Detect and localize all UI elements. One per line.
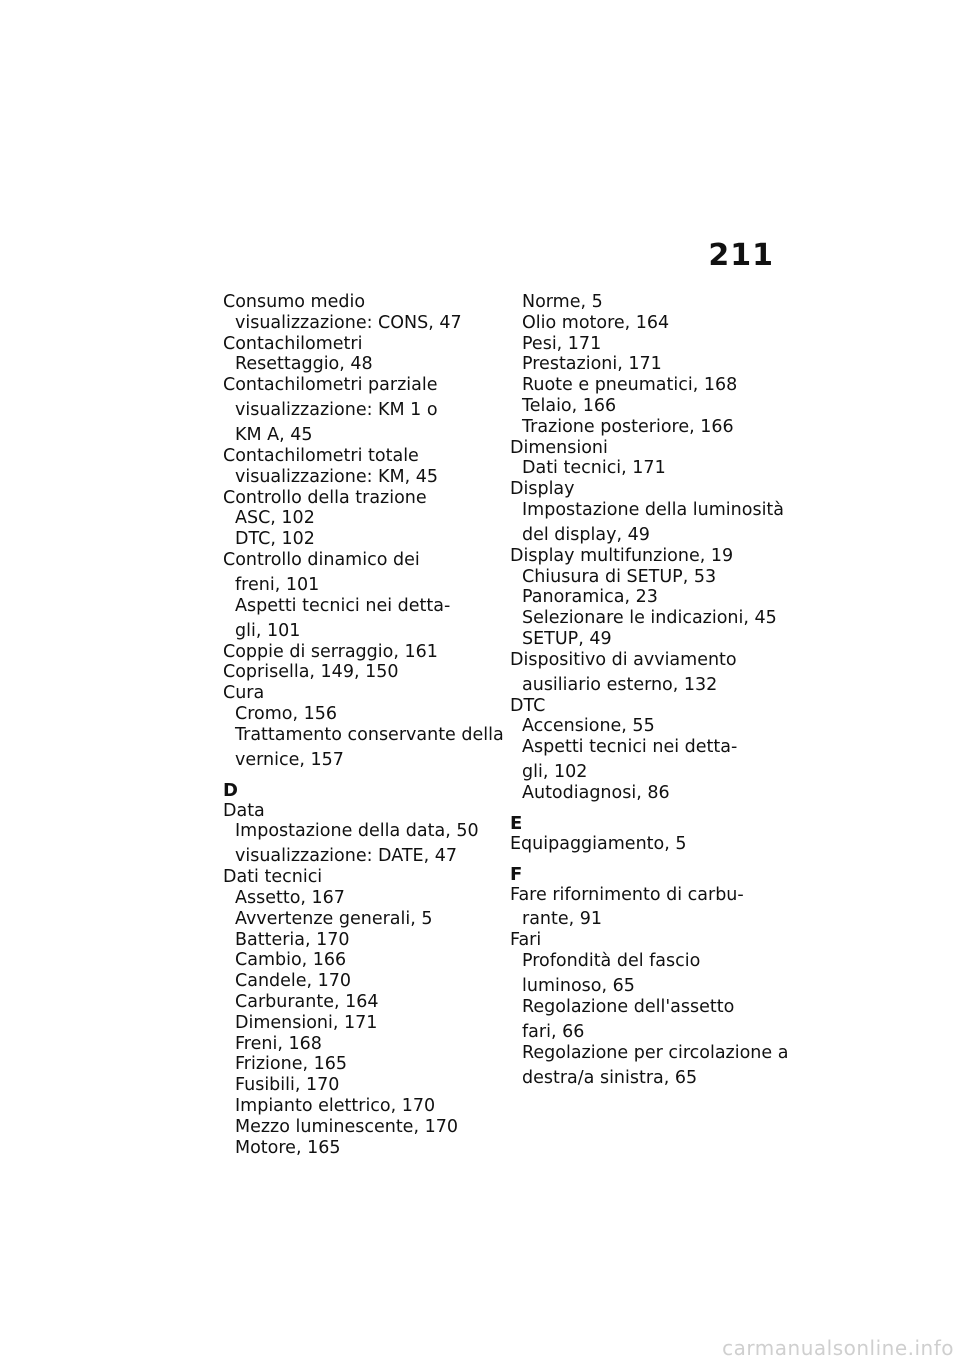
index-section-letter: E [510,812,523,834]
index-subentry: Aspetti tecnici nei detta- [522,737,738,758]
index-subentry: Trazione posteriore, 166 [522,416,734,437]
index-subentry: Panoramica, 23 [522,587,658,608]
index-subentry: Motore, 165 [235,1137,341,1158]
index-subentry: KM A, 45 [235,424,313,445]
index-subentry: Resettaggio, 48 [235,354,373,375]
index-subentry: del display, 49 [522,524,650,545]
index-subentry: freni, 101 [235,574,320,595]
index-subentry: Aspetti tecnici nei detta- [235,595,451,616]
index-column-left [223,292,513,1158]
index-subentry: Olio motore, 164 [522,312,670,333]
index-subentry: Ruote e pneumatici, 168 [522,375,738,396]
index-subentry: Dati tecnici, 171 [522,458,666,479]
index-subentry: SETUP, 49 [522,628,612,649]
index-subentry: Impostazione della luminosità [522,499,785,520]
index-subentry: Candele, 170 [235,971,352,992]
index-entry: Coprisella, 149, 150 [223,662,399,683]
index-entry: DTC [510,695,546,716]
index-subentry: ASC, 102 [235,508,315,529]
index-subentry: Assetto, 167 [235,887,345,908]
index-subentry: Impianto elettrico, 170 [235,1095,436,1116]
watermark-footer: carmanualsonline.info [722,1336,954,1360]
index-subentry: Trattamento conservante della [235,724,504,745]
index-subentry: Chiusura di SETUP, 53 [522,566,717,587]
index-subentry: visualizzazione: DATE, 47 [235,846,457,867]
index-subentry: Regolazione per circolazione a [522,1042,789,1063]
index-entry: Dispositivo di avviamento [510,649,737,670]
index-subentry: Freni, 168 [235,1033,322,1054]
index-subentry: ausiliario esterno, 132 [522,674,718,695]
index-subentry: vernice, 157 [235,749,344,770]
index-section-letter: F [510,863,523,885]
index-entry: Fari [510,930,542,951]
index-entry: Fare rifornimento di carbu- [510,884,744,905]
index-entry: Contachilometri [223,333,363,354]
index-subentry: visualizzazione: CONS, 47 [235,312,462,333]
index-subentry: Pesi, 171 [522,333,602,354]
index-subentry: fari, 66 [522,1021,585,1042]
index-subentry: visualizzazione: KM, 45 [235,466,439,487]
index-subentry: Selezionare le indicazioni, 45 [522,608,777,629]
index-entry: Display multifunzione, 19 [510,545,734,566]
index-subentry: Regolazione dell'assetto [522,996,735,1017]
index-entry: Consumo medio [223,292,366,312]
index-subentry: Avvertenze generali, 5 [235,908,433,929]
page-number: 211 [708,238,774,273]
index-entry: Controllo dinamico dei [223,549,420,570]
index-subentry: gli, 101 [235,620,301,641]
index-entry: Display [510,479,575,500]
index-subentry: Profondità del fascio [522,951,701,972]
index-subentry: destra/a sinistra, 65 [522,1067,698,1088]
index-subentry: Fusibili, 170 [235,1075,340,1096]
index-subentry: Carburante, 164 [235,991,379,1012]
index-subentry: Norme, 5 [522,292,603,312]
index-entry: Equipaggiamento, 5 [510,833,687,854]
index-subentry: Telaio, 166 [522,395,617,416]
index-subentry: Accensione, 55 [522,716,655,737]
index-subentry: luminoso, 65 [522,975,635,996]
index-subentry: Cromo, 156 [235,703,338,724]
index-entry: Contachilometri totale [223,445,419,466]
index-subentry: Frizione, 165 [235,1054,347,1075]
index-subentry: Cambio, 166 [235,950,347,971]
index-subentry: Prestazioni, 171 [522,354,662,375]
index-subentry: Impostazione della data, 50 [235,821,479,842]
index-entry: Dimensioni [510,437,608,458]
index-subentry: Dimensioni, 171 [235,1012,378,1033]
index-subentry: gli, 102 [522,761,588,782]
index-subentry: visualizzazione: KM 1 o [235,399,438,420]
index-subentry: Batteria, 170 [235,929,350,950]
index-subentry: Autodiagnosi, 86 [522,782,670,803]
index-subentry: Mezzo luminescente, 170 [235,1116,458,1137]
index-entry: Cura [223,683,265,704]
index-subentry: DTC, 102 [235,529,315,550]
index-entry: Dati tecnici [223,867,323,888]
index-entry: Data [223,800,265,821]
index-entry: Contachilometri parziale [223,375,438,396]
index-column-right [510,292,800,1089]
index-subentry: rante, 91 [522,909,603,930]
index-entry: Coppie di serraggio, 161 [223,641,438,662]
index-section-letter: D [223,779,238,801]
index-entry: Controllo della trazione [223,487,427,508]
